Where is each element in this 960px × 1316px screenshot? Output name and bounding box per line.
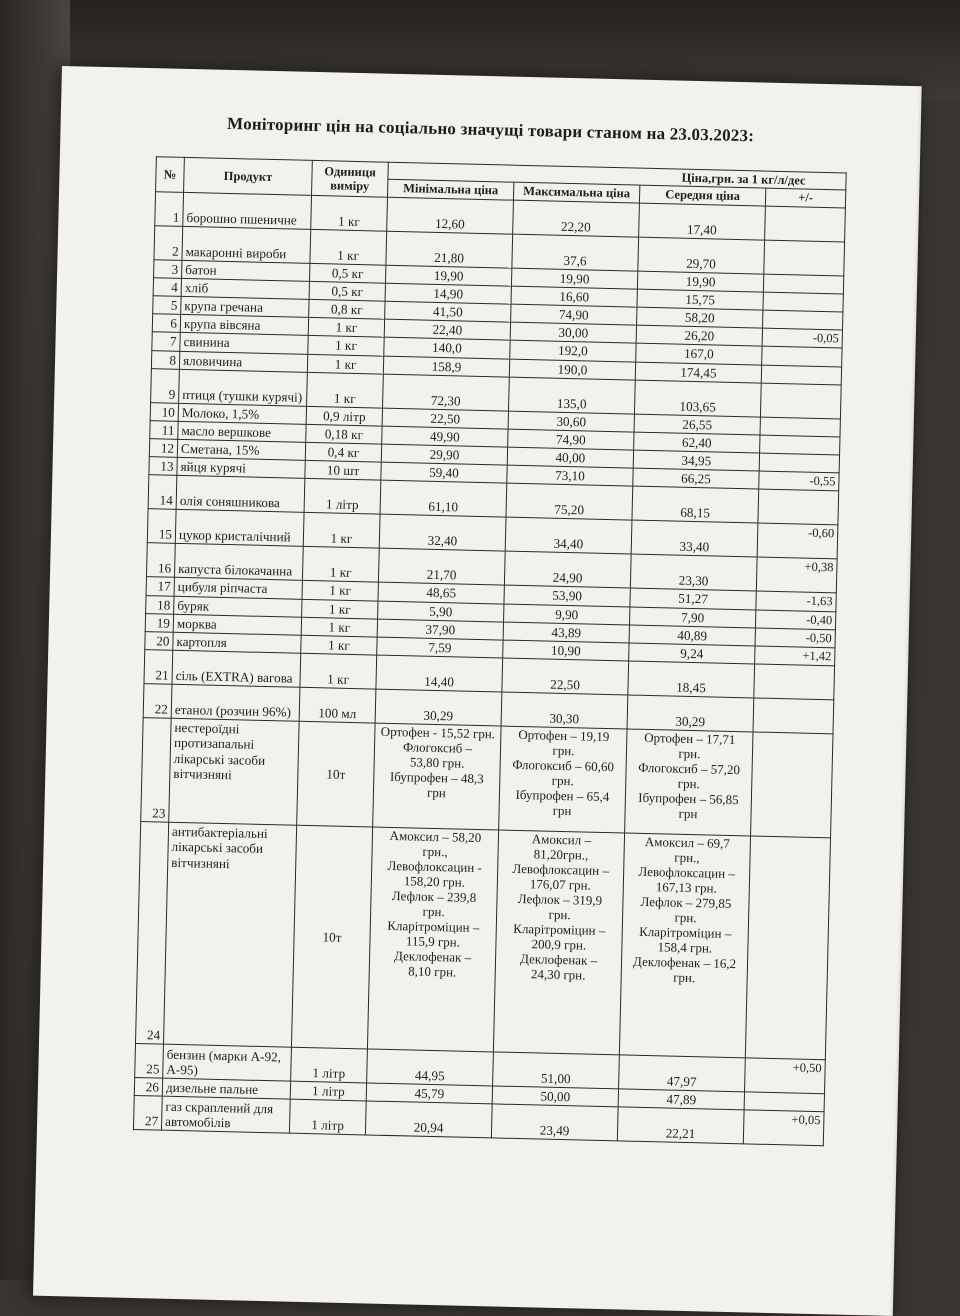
cell-avg-price: 40,89 xyxy=(629,625,755,646)
cell-product: птиця (тушки курячі) xyxy=(179,369,308,406)
cell-avg-price: 33,40 xyxy=(631,521,758,558)
cell-product: цибуля ріпчаста xyxy=(174,578,302,599)
cell-unit: 0,4 кг xyxy=(305,442,381,462)
cell-no: 18 xyxy=(146,595,174,614)
cell-product: Сметана, 15% xyxy=(177,439,305,460)
cell-diff xyxy=(758,490,839,526)
cell-product: масло вершкове xyxy=(178,421,306,442)
cell-no: 22 xyxy=(143,684,172,719)
cell-diff xyxy=(744,1092,824,1112)
cell-min-price: 44,95 xyxy=(367,1049,494,1086)
cell-max-price: 30,00 xyxy=(510,322,636,343)
cell-max-price: 53,90 xyxy=(504,586,630,607)
table-body-fuel xyxy=(133,1044,825,1146)
cell-unit: 1 кг xyxy=(302,599,378,619)
header-no: № xyxy=(156,157,185,192)
cell-min-price: 45,79 xyxy=(366,1083,492,1104)
cell-no: 11 xyxy=(150,421,178,440)
cell-product: батон xyxy=(182,260,310,281)
cell-unit: 0,18 кг xyxy=(306,424,382,444)
header-diff: +/- xyxy=(765,188,845,207)
cell-unit: 0,9 літр xyxy=(306,406,382,426)
cell-diff: -0,40 xyxy=(755,610,835,630)
cell-diff xyxy=(763,292,843,312)
header-unit: Одиниця виміру xyxy=(312,160,389,197)
cell-max-price: 16,60 xyxy=(511,286,637,307)
cell-product: газ скраплений для автомобілів xyxy=(161,1096,290,1133)
cell-diff: +0,05 xyxy=(743,1110,824,1146)
document-title: Моніторинг цін на соціально значущі товари станом на 23.03.2023: xyxy=(226,113,755,146)
cell-no: 1 xyxy=(155,191,184,226)
cell-unit: 10т xyxy=(291,825,372,1049)
cell-min-price: 48,65 xyxy=(378,583,504,604)
cell-diff xyxy=(760,417,840,437)
cell-min-price: 20,94 xyxy=(365,1101,492,1138)
cell-max-price: 74,90 xyxy=(508,429,634,450)
header-avg: Середня ціна xyxy=(639,186,765,206)
cell-max-price: 190,0 xyxy=(509,359,635,380)
cell-unit: 1 літр xyxy=(304,479,381,515)
cell-product: макаронні вироби xyxy=(182,226,311,263)
cell-diff: +1,42 xyxy=(755,646,835,666)
cell-no: 4 xyxy=(153,278,181,297)
cell-avg-price: 7,90 xyxy=(629,607,755,628)
cell-max-price: 37,6 xyxy=(512,234,639,271)
cell-product: хліб xyxy=(181,278,309,299)
cell-product: етанол (розчин 96%) xyxy=(171,684,300,721)
cell-avg-price: 29,70 xyxy=(638,237,765,274)
cell-product: морква xyxy=(173,614,301,635)
cell-no: 3 xyxy=(154,259,182,278)
cell-diff: +0,38 xyxy=(756,557,837,593)
cell-no: 7 xyxy=(152,332,180,351)
cell-diff xyxy=(765,206,846,242)
cell-diff: -0,55 xyxy=(759,471,839,491)
cell-max-price: 24,90 xyxy=(504,552,631,589)
cell-product: антибактеріальні лікарські засоби вітчизняні xyxy=(163,822,296,1047)
cell-max-price: Амоксил – 81,20грн., Левофлоксацин – 176,07 грн. Лефлок – 319,9 грн. Кларітроміцин – 200,9 грн. Деклофенак – 24,30 грн. xyxy=(493,830,624,1055)
cell-no: 9 xyxy=(151,368,180,403)
cell-diff: -1,63 xyxy=(756,591,836,611)
cell-no: 24 xyxy=(135,822,168,1045)
cell-diff xyxy=(753,698,834,734)
cell-max-price: 73,10 xyxy=(507,465,633,486)
cell-product: сіль (EXTRA) вагова xyxy=(172,650,301,687)
cell-avg-price: 34,95 xyxy=(633,450,759,471)
cell-product: дизельне пальне xyxy=(162,1078,290,1099)
cell-max-price: 51,00 xyxy=(493,1052,620,1089)
cell-unit: 1 кг xyxy=(308,318,384,338)
header-price-group: Ціна,грн. за 1 кг/л/дес xyxy=(388,162,846,190)
cell-min-price: 32,40 xyxy=(379,515,506,552)
cell-no: 2 xyxy=(154,225,183,260)
cell-product: цукор кристалічний xyxy=(175,510,304,547)
cell-min-price: 14,90 xyxy=(385,283,511,304)
cell-max-price: 22,50 xyxy=(502,658,629,695)
cell-no: 17 xyxy=(146,577,174,596)
cell-no: 14 xyxy=(148,475,177,510)
cell-avg-price: 68,15 xyxy=(632,487,759,524)
cell-unit: 1 кг xyxy=(302,581,378,601)
cell-max-price: 30,60 xyxy=(508,411,634,432)
cell-unit: 1 кг xyxy=(301,617,377,637)
cell-unit: 1 кг xyxy=(301,635,377,655)
cell-min-price: 19,90 xyxy=(385,265,511,286)
document-page xyxy=(33,66,922,1316)
cell-no: 15 xyxy=(147,509,176,544)
table-row-24 xyxy=(135,822,830,1060)
table-body xyxy=(143,191,845,734)
cell-max-price: 10,90 xyxy=(503,640,629,661)
cell-product: нестероїдні протизапальні лікарські засоби вітчизняні xyxy=(169,718,299,825)
table-row-23 xyxy=(141,718,833,838)
cell-diff xyxy=(760,383,841,419)
cell-product: крупа вівсяна xyxy=(180,315,308,336)
cell-diff: -0,05 xyxy=(762,328,842,348)
cell-unit: 100 мл xyxy=(299,687,376,723)
cell-avg-price: 15,75 xyxy=(637,289,763,310)
cell-diff: -0,60 xyxy=(757,523,838,559)
cell-no: 10 xyxy=(150,402,178,421)
cell-avg-price: 103,65 xyxy=(634,380,761,417)
cell-avg-price: 174,45 xyxy=(635,362,761,383)
cell-max-price: 40,00 xyxy=(507,447,633,468)
cell-avg-price: 51,27 xyxy=(630,589,756,610)
cell-avg-price: 47,97 xyxy=(619,1055,746,1092)
cell-no: 25 xyxy=(135,1044,164,1079)
cell-avg-price: Ортофен – 17,71 грн. Флогоксиб – 57,20 грн. Ібупрофен – 56,85 грн xyxy=(625,729,753,836)
cell-avg-price: 66,25 xyxy=(633,468,759,489)
price-table xyxy=(133,156,847,1146)
cell-unit: 1 кг xyxy=(302,547,379,583)
cell-max-price: 19,90 xyxy=(511,268,637,289)
cell-avg-price: 18,45 xyxy=(628,661,755,698)
cell-avg-price: 58,20 xyxy=(637,307,763,328)
cell-product: Молоко, 1,5% xyxy=(178,403,306,424)
cell-unit: 0,5 кг xyxy=(309,281,385,301)
cell-min-price: 14,40 xyxy=(376,655,503,692)
cell-min-price: 61,10 xyxy=(380,481,507,518)
cell-product: борошно пшеничне xyxy=(183,192,312,229)
cell-product: крупа гречана xyxy=(181,296,309,317)
cell-diff xyxy=(759,453,839,473)
cell-unit: 0,5 кг xyxy=(309,263,385,283)
cell-avg-price: 47,89 xyxy=(618,1089,744,1110)
cell-max-price: 23,49 xyxy=(491,1104,618,1141)
cell-avg-price: Амоксил – 69,7 грн., Левофлоксацин – 167,13 грн. Лефлок – 279,85 грн. Кларітроміцин – 158,4 грн. Деклофенак – 16,2 грн. xyxy=(619,833,750,1058)
header-min: Мінімальна ціна xyxy=(388,180,514,200)
cell-no: 20 xyxy=(145,632,173,651)
cell-avg-price: 9,24 xyxy=(629,643,755,664)
cell-avg-price: 26,55 xyxy=(634,414,760,435)
cell-unit: 1 кг xyxy=(300,653,377,689)
cell-product: свинина xyxy=(180,333,308,354)
cell-unit: 10 шт xyxy=(305,461,381,481)
cell-min-price: 140,0 xyxy=(384,338,510,359)
cell-min-price: 49,90 xyxy=(382,426,508,447)
cell-product: яйця курячі xyxy=(177,458,305,479)
cell-unit: 0,8 кг xyxy=(309,299,385,319)
cell-max-price: 192,0 xyxy=(510,341,636,362)
cell-min-price: 158,9 xyxy=(383,356,509,377)
cell-diff xyxy=(745,836,830,1060)
cell-max-price: 34,40 xyxy=(505,518,632,555)
header-max: Максимальна ціна xyxy=(513,183,639,203)
cell-diff: +0,50 xyxy=(745,1058,826,1094)
cell-max-price: 43,89 xyxy=(503,622,629,643)
cell-no: 19 xyxy=(145,613,173,632)
cell-product: олія соняшникова xyxy=(176,476,305,513)
cell-product: картопля xyxy=(173,632,301,653)
cell-min-price: 41,50 xyxy=(385,301,511,322)
cell-unit: 1 кг xyxy=(303,513,380,549)
cell-unit: 1 літр xyxy=(291,1047,368,1083)
cell-no: 8 xyxy=(151,350,179,369)
cell-diff xyxy=(763,274,843,294)
header-product: Продукт xyxy=(184,157,313,195)
cell-no: 23 xyxy=(141,718,171,823)
cell-max-price: 135,0 xyxy=(508,377,635,414)
cell-unit: 1 кг xyxy=(310,229,387,265)
cell-no: 13 xyxy=(149,457,177,476)
cell-min-price: 21,70 xyxy=(378,549,505,586)
cell-diff xyxy=(751,732,833,838)
cell-max-price: 74,90 xyxy=(511,304,637,325)
cell-no: 26 xyxy=(134,1078,162,1097)
cell-avg-price: 23,30 xyxy=(630,555,757,592)
cell-avg-price: 19,90 xyxy=(637,271,763,292)
cell-unit: 1 літр xyxy=(290,1081,366,1101)
cell-max-price: Ортофен – 19,19 грн. Флогоксиб – 60,60 грн. Ібупрофен – 65,4 грн xyxy=(499,726,627,833)
cell-max-price: 30,30 xyxy=(501,692,628,729)
cell-diff: -0,50 xyxy=(755,628,835,648)
cell-unit: 1 кг xyxy=(311,195,388,231)
cell-min-price: 29,90 xyxy=(381,444,507,465)
cell-min-price: 7,59 xyxy=(377,637,503,658)
cell-avg-price: 17,40 xyxy=(639,203,766,240)
cell-max-price: 50,00 xyxy=(492,1086,618,1107)
cell-no: 6 xyxy=(152,314,180,333)
cell-no: 12 xyxy=(149,439,177,458)
cell-diff xyxy=(754,664,835,700)
cell-unit: 1 кг xyxy=(307,372,384,408)
cell-max-price: 22,20 xyxy=(513,200,640,237)
cell-min-price: 5,90 xyxy=(378,601,504,622)
cell-no: 27 xyxy=(133,1096,162,1131)
cell-product: капуста білокачанна xyxy=(174,544,303,581)
cell-avg-price: 22,21 xyxy=(617,1107,744,1144)
cell-min-price: 72,30 xyxy=(383,374,510,411)
cell-max-price: 9,90 xyxy=(504,604,630,625)
cell-avg-price: 26,20 xyxy=(636,325,762,346)
cell-min-price: 30,29 xyxy=(375,689,502,726)
cell-no: 5 xyxy=(153,296,181,315)
cell-min-price: 12,60 xyxy=(387,197,514,234)
cell-no: 16 xyxy=(146,543,175,578)
cell-min-price: 22,40 xyxy=(384,319,510,340)
cell-avg-price: 30,29 xyxy=(627,695,754,732)
cell-unit: 1 літр xyxy=(289,1099,366,1135)
cell-diff xyxy=(761,365,841,385)
cell-unit: 1 кг xyxy=(307,354,383,374)
cell-avg-price: 167,0 xyxy=(636,344,762,365)
cell-product: яловичина xyxy=(179,351,307,372)
cell-min-price: 22,50 xyxy=(382,408,508,429)
cell-unit: 1 кг xyxy=(308,336,384,356)
cell-product: бензин (марки А-92, А-95) xyxy=(163,1044,292,1081)
paper-edge xyxy=(889,86,924,1316)
cell-min-price: Ортофен - 15,52 грн. Флогоксиб – 53,80 грн. Ібупрофен – 48,3 грн xyxy=(373,723,501,830)
cell-diff xyxy=(763,310,843,330)
cell-min-price: 59,40 xyxy=(381,462,507,483)
cell-avg-price: 62,40 xyxy=(634,432,760,453)
cell-max-price: 75,20 xyxy=(506,484,633,521)
cell-diff xyxy=(764,240,845,276)
table-body-medicine xyxy=(135,718,833,1060)
cell-unit: 10т xyxy=(297,721,375,827)
cell-diff xyxy=(760,435,840,455)
cell-min-price: 21,80 xyxy=(386,231,513,268)
cell-product: буряк xyxy=(174,596,302,617)
cell-min-price: Амоксил – 58,20 грн., Левофлоксацин - 158,20 грн. Лефлок – 239,8 грн. Кларітроміцин – 115,9 грн. Деклофенак – 8,10 грн. xyxy=(367,827,498,1052)
cell-no: 21 xyxy=(144,650,173,685)
cell-min-price: 37,90 xyxy=(377,619,503,640)
cell-diff xyxy=(762,347,842,367)
